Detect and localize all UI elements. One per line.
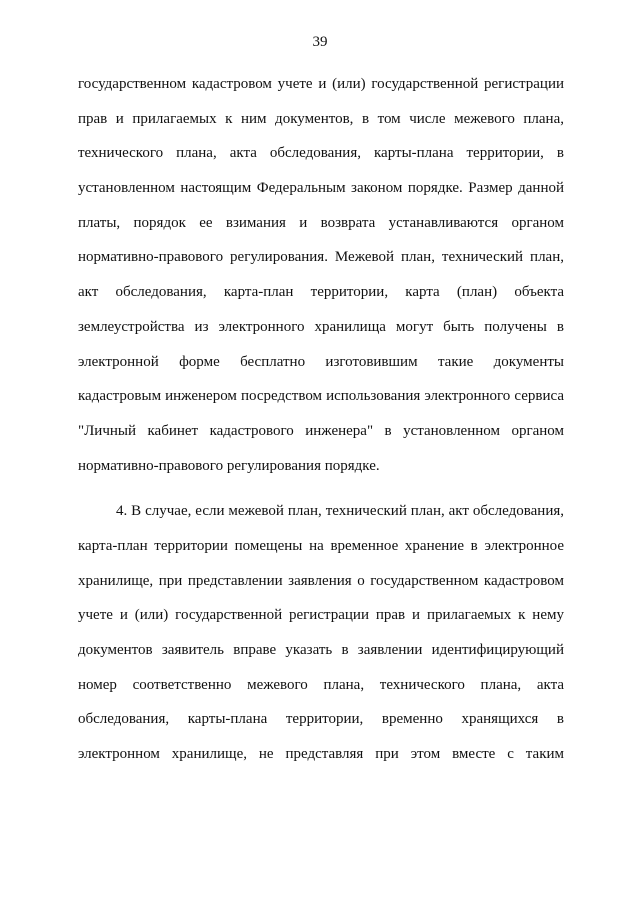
text-line: хранилище, при представлении заявления о государственном кадастровом xyxy=(78,572,564,589)
document-body xyxy=(78,74,564,779)
text-line: землеустройства из электронного хранилища могут быть получены в xyxy=(78,318,564,335)
text-line: кадастровым инженером посредством использования электронного сервиса xyxy=(78,388,564,405)
text-line: прав и прилагаемых к ним документов, в том числе межевого плана, xyxy=(78,110,564,127)
text-line: платы, порядок ее взимания и возврата устанавливаются органом xyxy=(78,214,564,231)
text-line: технического плана, акта обследования, карты-плана территории, в xyxy=(78,145,564,162)
text-line: электронном хранилище, не представляя при этом вместе с таким xyxy=(78,746,564,763)
text-line: "Личный кабинет кадастрового инженера" в установленном органом xyxy=(78,422,564,439)
text-line: акт обследования, карта-план территории, карта (план) объекта xyxy=(78,284,564,301)
paragraph-start-line: 4. В случае, если межевой план, технический план, акт обследования, xyxy=(116,503,564,520)
text-line: номер соответственно межевого плана, технического плана, акта xyxy=(78,676,564,693)
text-line: установленном настоящим Федеральным законом порядке. Размер данной xyxy=(78,180,564,197)
text-line: карта-план территории помещены на временное хранение в электронное xyxy=(78,537,564,554)
text-line: нормативно-правового регулирования. Межевой план, технический план, xyxy=(78,249,564,266)
text-line: государственном кадастровом учете и (или) государственной регистрации xyxy=(78,76,564,92)
page-number: 39 xyxy=(312,34,328,50)
text-line: документов заявитель вправе указать в заявлении идентифицирующий xyxy=(78,642,564,658)
text-line: обследования, карты-плана территории, временно хранящихся в xyxy=(78,711,564,728)
text-line: учете и (или) государственной регистрации прав и прилагаемых к нему xyxy=(78,607,564,624)
text-line: нормативно-правового регулирования порядке. xyxy=(78,457,380,474)
text-line: электронной форме бесплатно изготовившим такие документы xyxy=(78,353,564,370)
